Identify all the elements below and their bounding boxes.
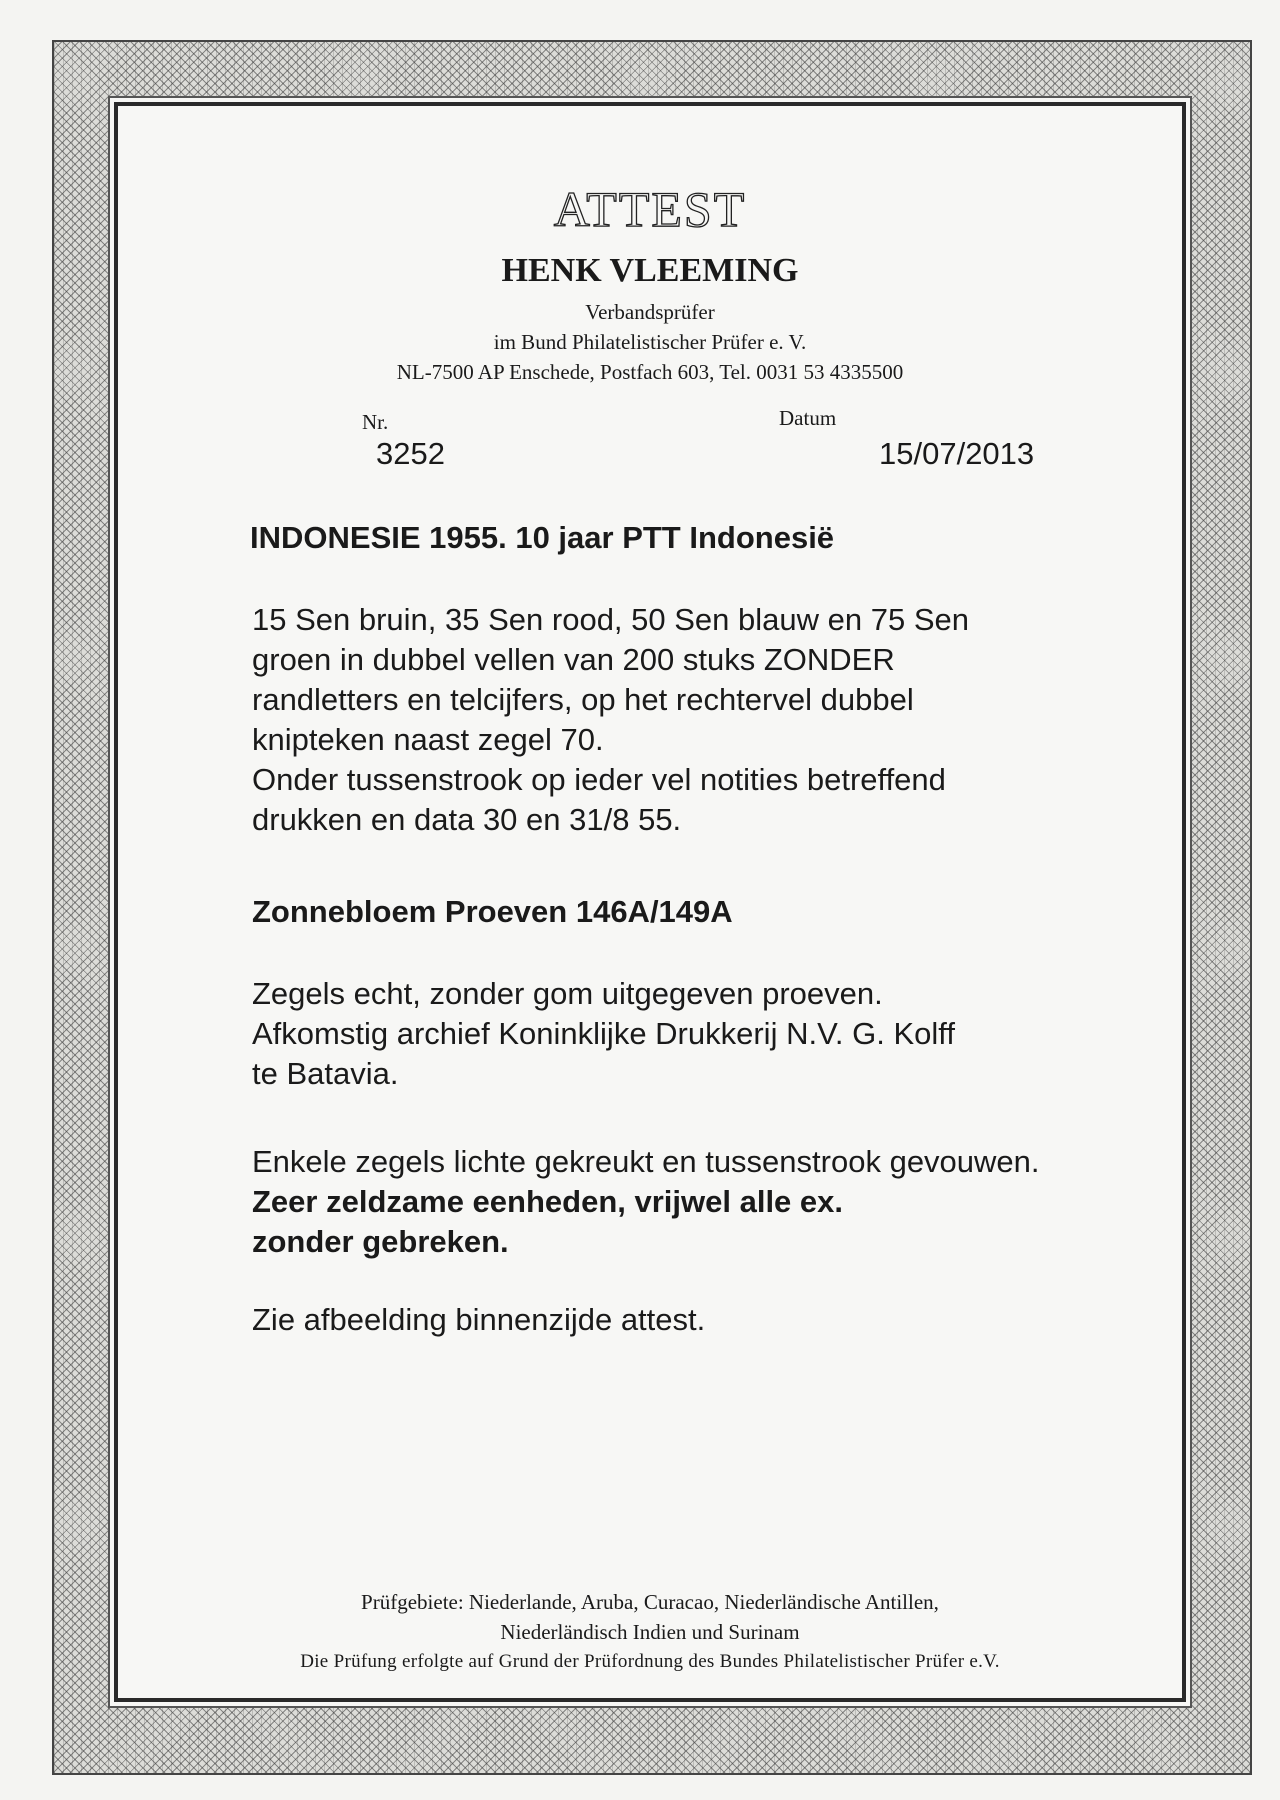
verdict-line: Zegels echt, zonder gom uitgegeven proeven. xyxy=(252,976,883,1011)
proof-subheading: Zonnebloem Proeven 146A/149A xyxy=(252,894,733,929)
certificate-number: 3252 xyxy=(376,436,445,471)
nr-label: Nr. xyxy=(362,410,389,434)
certificate-title: ATTEST xyxy=(553,181,747,237)
rarity-line: Zeer zeldzame eenheden, vrijwel alle ex. xyxy=(252,1184,843,1219)
verdict-text xyxy=(252,974,1152,1094)
footer-examination-areas: Prüfgebiete: Niederlande, Aruba, Curacao, Niederländische Antillen, xyxy=(361,1590,939,1614)
description-line: groen in dubbel vellen van 200 stuks ZONDER xyxy=(252,642,895,677)
description-line: Onder tussenstrook op ieder vel notities betreffend xyxy=(252,762,946,797)
examiner-association: im Bund Philatelistischer Prüfer e. V. xyxy=(493,330,807,354)
footer-regulation-note: Die Prüfung erfolgte auf Grund der Prüfordnung des Bundes Philatelistischer Prüfer e.V. xyxy=(300,1651,1000,1672)
condition-text: Enkele zegels lichte gekreukt en tussenstrook gevouwen. xyxy=(252,1144,1040,1179)
examiner-role: Verbandsprüfer xyxy=(585,300,715,324)
image-note: Zie afbeelding binnenzijde attest. xyxy=(252,1302,706,1337)
description-line: 15 Sen bruin, 35 Sen rood, 50 Sen blauw en 75 Sen xyxy=(252,602,969,637)
description-line: randletters en telcijfers, op het rechtervel dubbel xyxy=(252,682,914,717)
rarity-text xyxy=(252,1182,1152,1262)
examiner-address: NL-7500 AP Enschede, Postfach 603, Tel. 0031 53 4335500 xyxy=(396,360,904,384)
certificate-content xyxy=(114,102,1186,1702)
stamp-description xyxy=(252,600,1152,840)
footer-examination-areas-continued: Niederländisch Indien und Surinam xyxy=(500,1620,800,1644)
datum-label: Datum xyxy=(779,406,837,430)
rarity-line: zonder gebreken. xyxy=(252,1224,509,1259)
verdict-line: te Batavia. xyxy=(252,1056,399,1091)
certificate-date: 15/07/2013 xyxy=(879,436,1035,471)
verdict-line: Afkomstig archief Koninklijke Drukkerij N.V. G. Kolff xyxy=(252,1016,955,1051)
examiner-name: HENK VLEEMING xyxy=(501,252,799,289)
description-line: knipteken naast zegel 70. xyxy=(252,722,604,757)
description-line: drukken en data 30 en 31/8 55. xyxy=(252,802,682,837)
stamp-issue-heading: INDONESIE 1955. 10 jaar PTT Indonesië xyxy=(250,520,835,555)
